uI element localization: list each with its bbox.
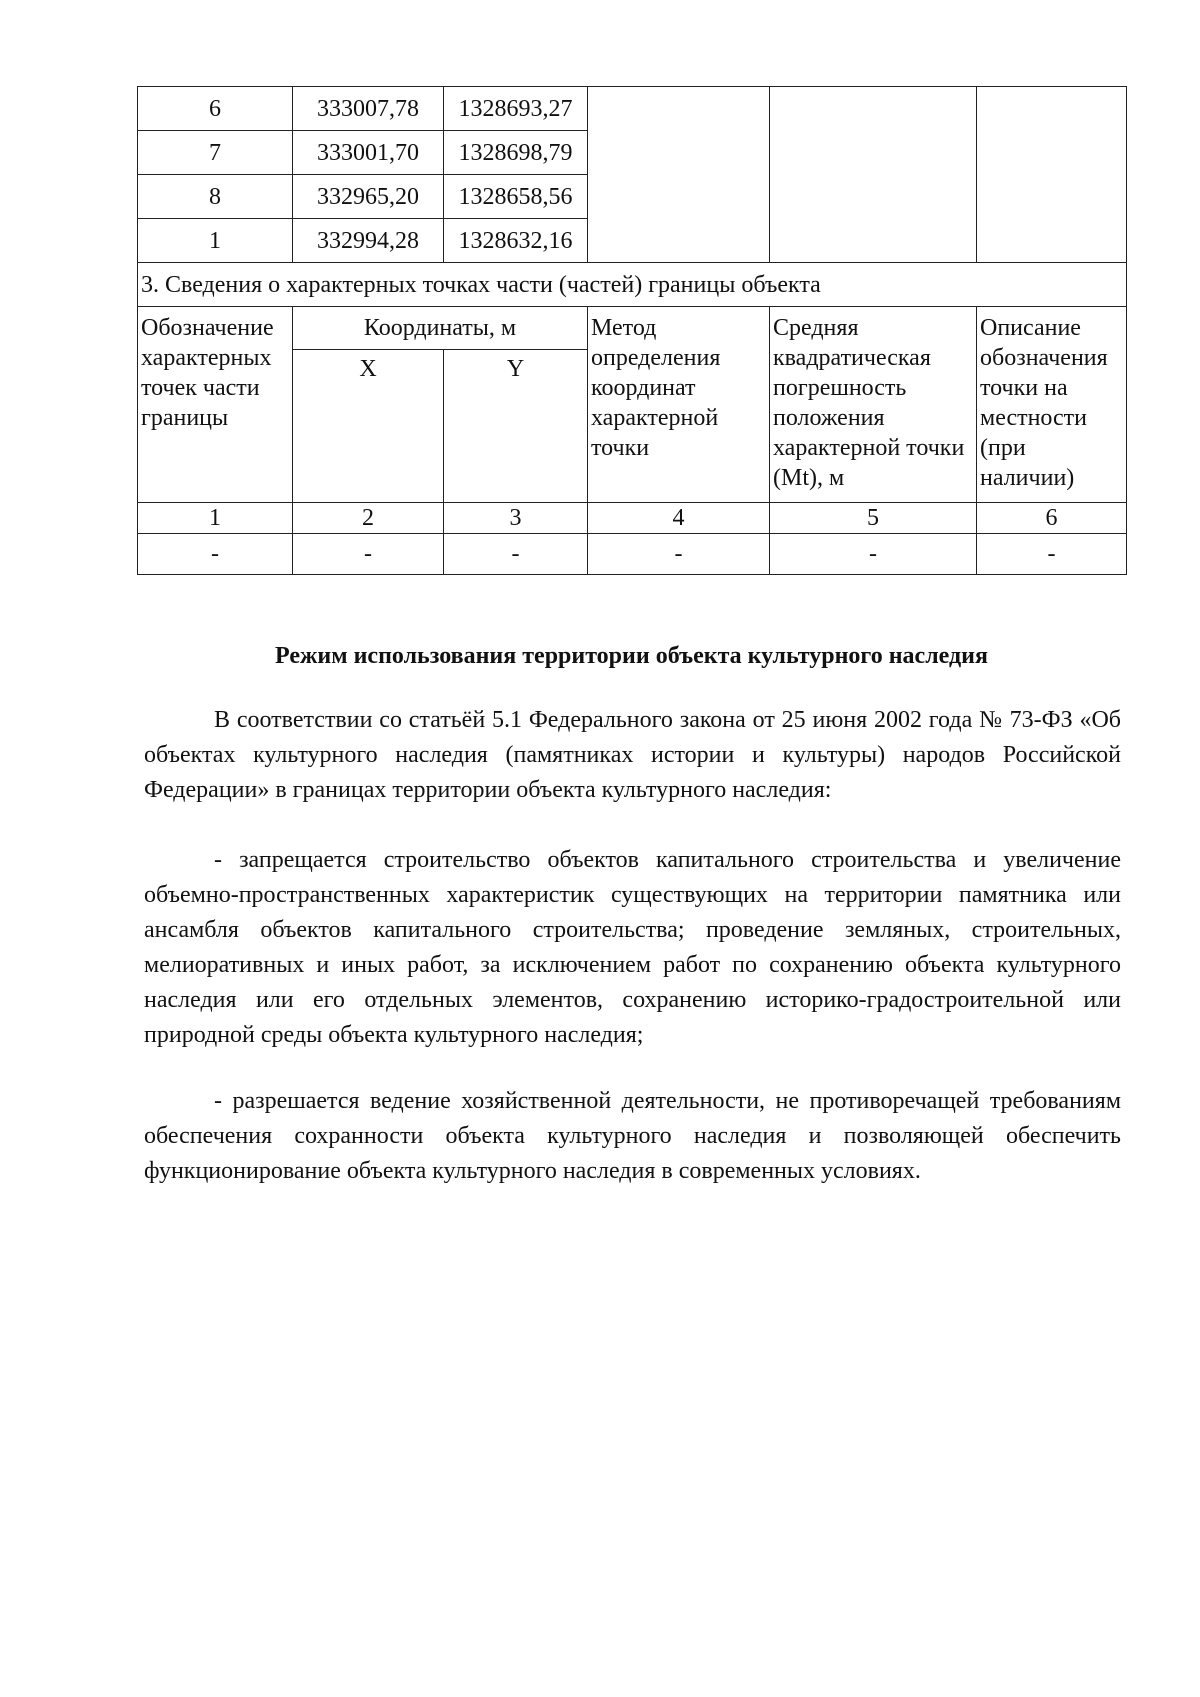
- point-number: 7: [138, 131, 293, 175]
- coord-x: 333007,78: [293, 87, 444, 131]
- point-number: 8: [138, 175, 293, 219]
- header-designation: Обозначение характерных точек части границы: [138, 307, 293, 503]
- section-title: 3. Сведения о характерных точках части (частей) границы объекта: [138, 263, 1127, 307]
- empty-cell: -: [977, 534, 1127, 575]
- column-number: 6: [977, 503, 1127, 534]
- header-coordinates: Координаты, м: [293, 307, 588, 350]
- table-row: [138, 534, 1127, 575]
- column-number: 4: [588, 503, 770, 534]
- point-number: 6: [138, 87, 293, 131]
- coord-x: 332965,20: [293, 175, 444, 219]
- coord-y: 1328698,79: [444, 131, 588, 175]
- regime-allowed-paragraph: - разрешается ведение хозяйственной деятельности, не противоречащей требованиям обеспечения сохранности объекта культурного наследия и позволяющей обеспечить функционирование объекта культурного наследия в современных условиях.: [144, 1088, 1121, 1184]
- column-number: 2: [293, 503, 444, 534]
- empty-cell: -: [770, 534, 977, 575]
- regime-heading: Режим использования территории объекта культурного наследия: [275, 643, 988, 669]
- regime-prohibited-paragraph: - запрещается строительство объектов капитального строительства и увеличение объемно-пространственных характеристик существующих на территории памятника или ансамбля объектов капитального строительства; проведение земляных, строительных, мелиоративных и иных работ, за исключением работ по сохранению объекта культурного наследия или его отдельных элементов, сохранению историко-градостроительной или природной среды объекта культурного наследия;: [144, 847, 1121, 1048]
- empty-cell: -: [444, 534, 588, 575]
- header-y: Y: [444, 350, 588, 503]
- empty-cell: -: [138, 534, 293, 575]
- section-title-row: [138, 263, 1127, 307]
- column-numbers-row: [138, 503, 1127, 534]
- empty-cell: -: [588, 534, 770, 575]
- error-cell: [770, 87, 977, 263]
- boundary-points-table: [137, 86, 1127, 575]
- coord-y: 1328658,56: [444, 175, 588, 219]
- column-number: 1: [138, 503, 293, 534]
- coord-y: 1328693,27: [444, 87, 588, 131]
- description-cell: [977, 87, 1127, 263]
- point-number: 1: [138, 219, 293, 263]
- header-row: [138, 307, 1127, 350]
- header-error: Средняя квадратическая погрешность положения характерной точки (Mt), м: [770, 307, 977, 503]
- header-description: Описание обозначения точки на местности (при наличии): [977, 307, 1127, 503]
- header-method: Метод определения координат характерной точки: [588, 307, 770, 503]
- coord-x: 332994,28: [293, 219, 444, 263]
- coord-y: 1328632,16: [444, 219, 588, 263]
- regime-intro-paragraph: В соответствии со статьёй 5.1 Федерального закона от 25 июня 2002 года № 73-ФЗ «Об объектах культурного наследия (памятниках истории и культуры) народов Российской Федерации» в границах территории объекта культурного наследия:: [144, 707, 1121, 803]
- table-row: [138, 87, 1127, 131]
- method-cell: [588, 87, 770, 263]
- header-x: X: [293, 350, 444, 503]
- column-number: 3: [444, 503, 588, 534]
- empty-cell: -: [293, 534, 444, 575]
- column-number: 5: [770, 503, 977, 534]
- coord-x: 333001,70: [293, 131, 444, 175]
